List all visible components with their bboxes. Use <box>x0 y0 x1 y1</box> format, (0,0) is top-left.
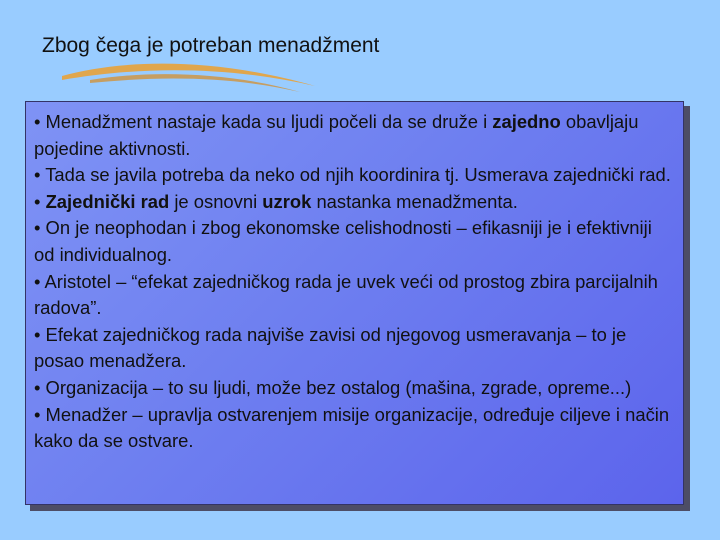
bullet-item <box>34 269 675 322</box>
content-box <box>25 101 684 505</box>
bullet-text: • <box>34 190 46 212</box>
swoosh-decoration <box>60 58 320 98</box>
bullet-item <box>34 215 675 268</box>
bullet-text-bold: Zajednički rad <box>45 190 170 212</box>
bullet-text-bold: uzrok <box>262 190 312 212</box>
bullet-text: • On je neophodan i zbog ekonomske celishodnosti – efikasniji je i efektivniji od individualnog. <box>34 217 652 265</box>
bullet-text: • Menadžer – upravlja ostvarenjem misije organizacije, određuje ciljeve i način kako da se ostvare. <box>34 403 670 452</box>
bullet-text: • Organizacija – to su ljudi, može bez ostalog (mašina, zgrade, opreme...) <box>34 376 632 398</box>
bullet-text: nastanka menadžmenta. <box>311 190 518 212</box>
bullet-text: • Aristotel – “efekat zajedničkog rada je uvek veći od prostog zbira parcijalnih radova”. <box>34 270 658 319</box>
bullet-text: • Menadžment nastaje kada su ljudi počeli da se druže i <box>34 111 493 132</box>
bullet-item <box>34 375 675 402</box>
bullet-item <box>34 162 675 189</box>
bullet-item <box>34 322 675 375</box>
bullet-text: obavljaju pojedine aktivnosti. <box>34 111 639 159</box>
bullet-text: je osnovni <box>169 190 263 212</box>
slide-title: Zbog čega je potreban menadžment <box>42 34 380 57</box>
bullet-text: • Efekat zajedničkog rada najviše zavisi od njegovog usmeravanja – to je posao menadžera. <box>34 323 627 372</box>
bullet-text: • Tada se javila potreba da neko od njih koordinira tj. Usmerava zajednički rad. <box>34 164 671 186</box>
bullet-text-bold: zajedno <box>492 111 561 132</box>
bullet-item <box>34 402 675 455</box>
bullet-list <box>34 109 675 455</box>
bullet-item <box>34 189 675 216</box>
bullet-item <box>34 109 675 162</box>
